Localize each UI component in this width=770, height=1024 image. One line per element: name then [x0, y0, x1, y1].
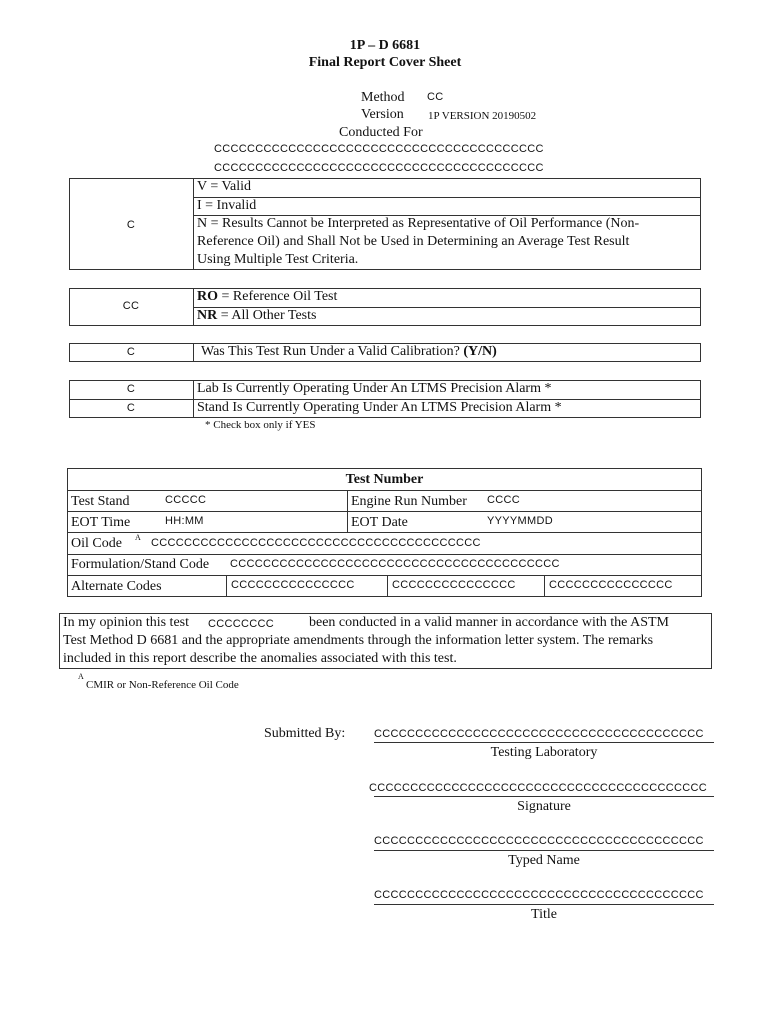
oil-code-label: Oil Code: [71, 536, 122, 551]
oil-code-footnote-mark: A: [135, 533, 141, 542]
oil-code-field[interactable]: CCCCCCCCCCCCCCCCCCCCCCCCCCCCCCCCCCCCCCCC: [151, 537, 481, 549]
testing-lab-caption: Testing Laboratory: [490, 745, 598, 760]
calibration-options: (Y/N): [463, 344, 497, 359]
valid-option: V = Valid: [197, 179, 252, 194]
typed-name-caption: Typed Name: [508, 853, 580, 868]
opinion-line3: included in this report describe the anomalies associated with this test.: [63, 651, 457, 666]
conducted-for-label: Conducted For: [339, 125, 423, 140]
test-stand-label: Test Stand: [71, 494, 130, 509]
engine-run-field[interactable]: CCCC: [487, 494, 520, 506]
opinion-line2: Test Method D 6681 and the appropriate amendments through the information letter system. The remarks: [63, 633, 654, 648]
test-number-heading: Test Number: [345, 472, 424, 487]
ro-text: = Reference Oil Test: [218, 289, 338, 304]
submitted-by-label: Submitted By:: [264, 726, 346, 741]
document-id: 1P – D 6681: [349, 38, 421, 53]
title-caption: Title: [531, 907, 557, 922]
lab-alarm-text: Lab Is Currently Operating Under An LTMS Precision Alarm *: [197, 381, 552, 396]
alternate-code-1[interactable]: CCCCCCCCCCCCCCC: [231, 579, 355, 591]
footnote-text: CMIR or Non-Reference Oil Code: [86, 679, 239, 691]
validity-field[interactable]: C: [126, 219, 136, 231]
page-title: Final Report Cover Sheet: [308, 55, 462, 70]
stand-alarm-checkbox[interactable]: C: [126, 402, 136, 414]
invalid-option: I = Invalid: [197, 198, 257, 213]
ro-code: RO: [197, 289, 218, 304]
has-have-field[interactable]: CCCCCCCC: [208, 618, 274, 630]
nonref-option-line3: Using Multiple Test Criteria.: [197, 252, 359, 267]
opinion-line1-end: been conducted in a valid manner in accordance with the ASTM: [309, 615, 669, 630]
oil-test-field[interactable]: CC: [122, 300, 140, 312]
opinion-line1-start: In my opinion this test: [63, 615, 189, 630]
ro-option: [197, 289, 337, 305]
version-label: Version: [361, 107, 404, 122]
calibration-field[interactable]: C: [126, 346, 136, 358]
title-field[interactable]: CCCCCCCCCCCCCCCCCCCCCCCCCCCCCCCCCCCCCCCC: [374, 889, 704, 901]
calibration-question: [201, 344, 497, 360]
eot-date-field[interactable]: YYYYMMDD: [487, 515, 553, 527]
stand-alarm-text: Stand Is Currently Operating Under An LTMS Precision Alarm *: [197, 400, 562, 415]
eot-date-label: EOT Date: [351, 515, 408, 530]
typed-name-field[interactable]: CCCCCCCCCCCCCCCCCCCCCCCCCCCCCCCCCCCCCCCC: [374, 835, 704, 847]
nonref-option-line2: Reference Oil) and Shall Not be Used in Determining an Average Test Result: [197, 234, 630, 249]
eot-time-field[interactable]: HH:MM: [165, 515, 204, 527]
nr-option: [197, 308, 316, 324]
eot-time-label: EOT Time: [71, 515, 131, 530]
test-stand-field[interactable]: CCCCC: [165, 494, 207, 506]
testing-lab-field[interactable]: CCCCCCCCCCCCCCCCCCCCCCCCCCCCCCCCCCCCCCCC: [374, 728, 704, 740]
lab-alarm-checkbox[interactable]: C: [126, 383, 136, 395]
signature-field[interactable]: CCCCCCCCCCCCCCCCCCCCCCCCCCCCCCCCCCCCCCCCC: [369, 782, 707, 794]
version-value: 1P VERSION 20190502: [428, 110, 537, 122]
engine-run-label: Engine Run Number: [351, 494, 467, 509]
conducted-for-field-2[interactable]: CCCCCCCCCCCCCCCCCCCCCCCCCCCCCCCCCCCCCCCC: [214, 162, 544, 174]
calibration-question-text: Was This Test Run Under a Valid Calibration?: [201, 344, 464, 359]
conducted-for-field-1[interactable]: CCCCCCCCCCCCCCCCCCCCCCCCCCCCCCCCCCCCCCCC: [214, 143, 544, 155]
method-label: Method: [361, 90, 405, 105]
alarm-note: * Check box only if YES: [205, 419, 316, 431]
alternate-code-2[interactable]: CCCCCCCCCCCCCCC: [392, 579, 516, 591]
alternate-codes-label: Alternate Codes: [71, 579, 162, 594]
footnote-mark: A: [78, 672, 84, 681]
alternate-code-3[interactable]: CCCCCCCCCCCCCCC: [549, 579, 673, 591]
nonref-option-line1: N = Results Cannot be Interpreted as Representative of Oil Performance (Non-: [197, 216, 640, 231]
nr-text: = All Other Tests: [217, 308, 317, 323]
formulation-field[interactable]: CCCCCCCCCCCCCCCCCCCCCCCCCCCCCCCCCCCCCCCC: [230, 558, 560, 570]
method-field[interactable]: CC: [427, 91, 444, 103]
nr-code: NR: [197, 308, 218, 323]
signature-caption: Signature: [517, 799, 571, 814]
formulation-label: Formulation/Stand Code: [71, 557, 210, 572]
